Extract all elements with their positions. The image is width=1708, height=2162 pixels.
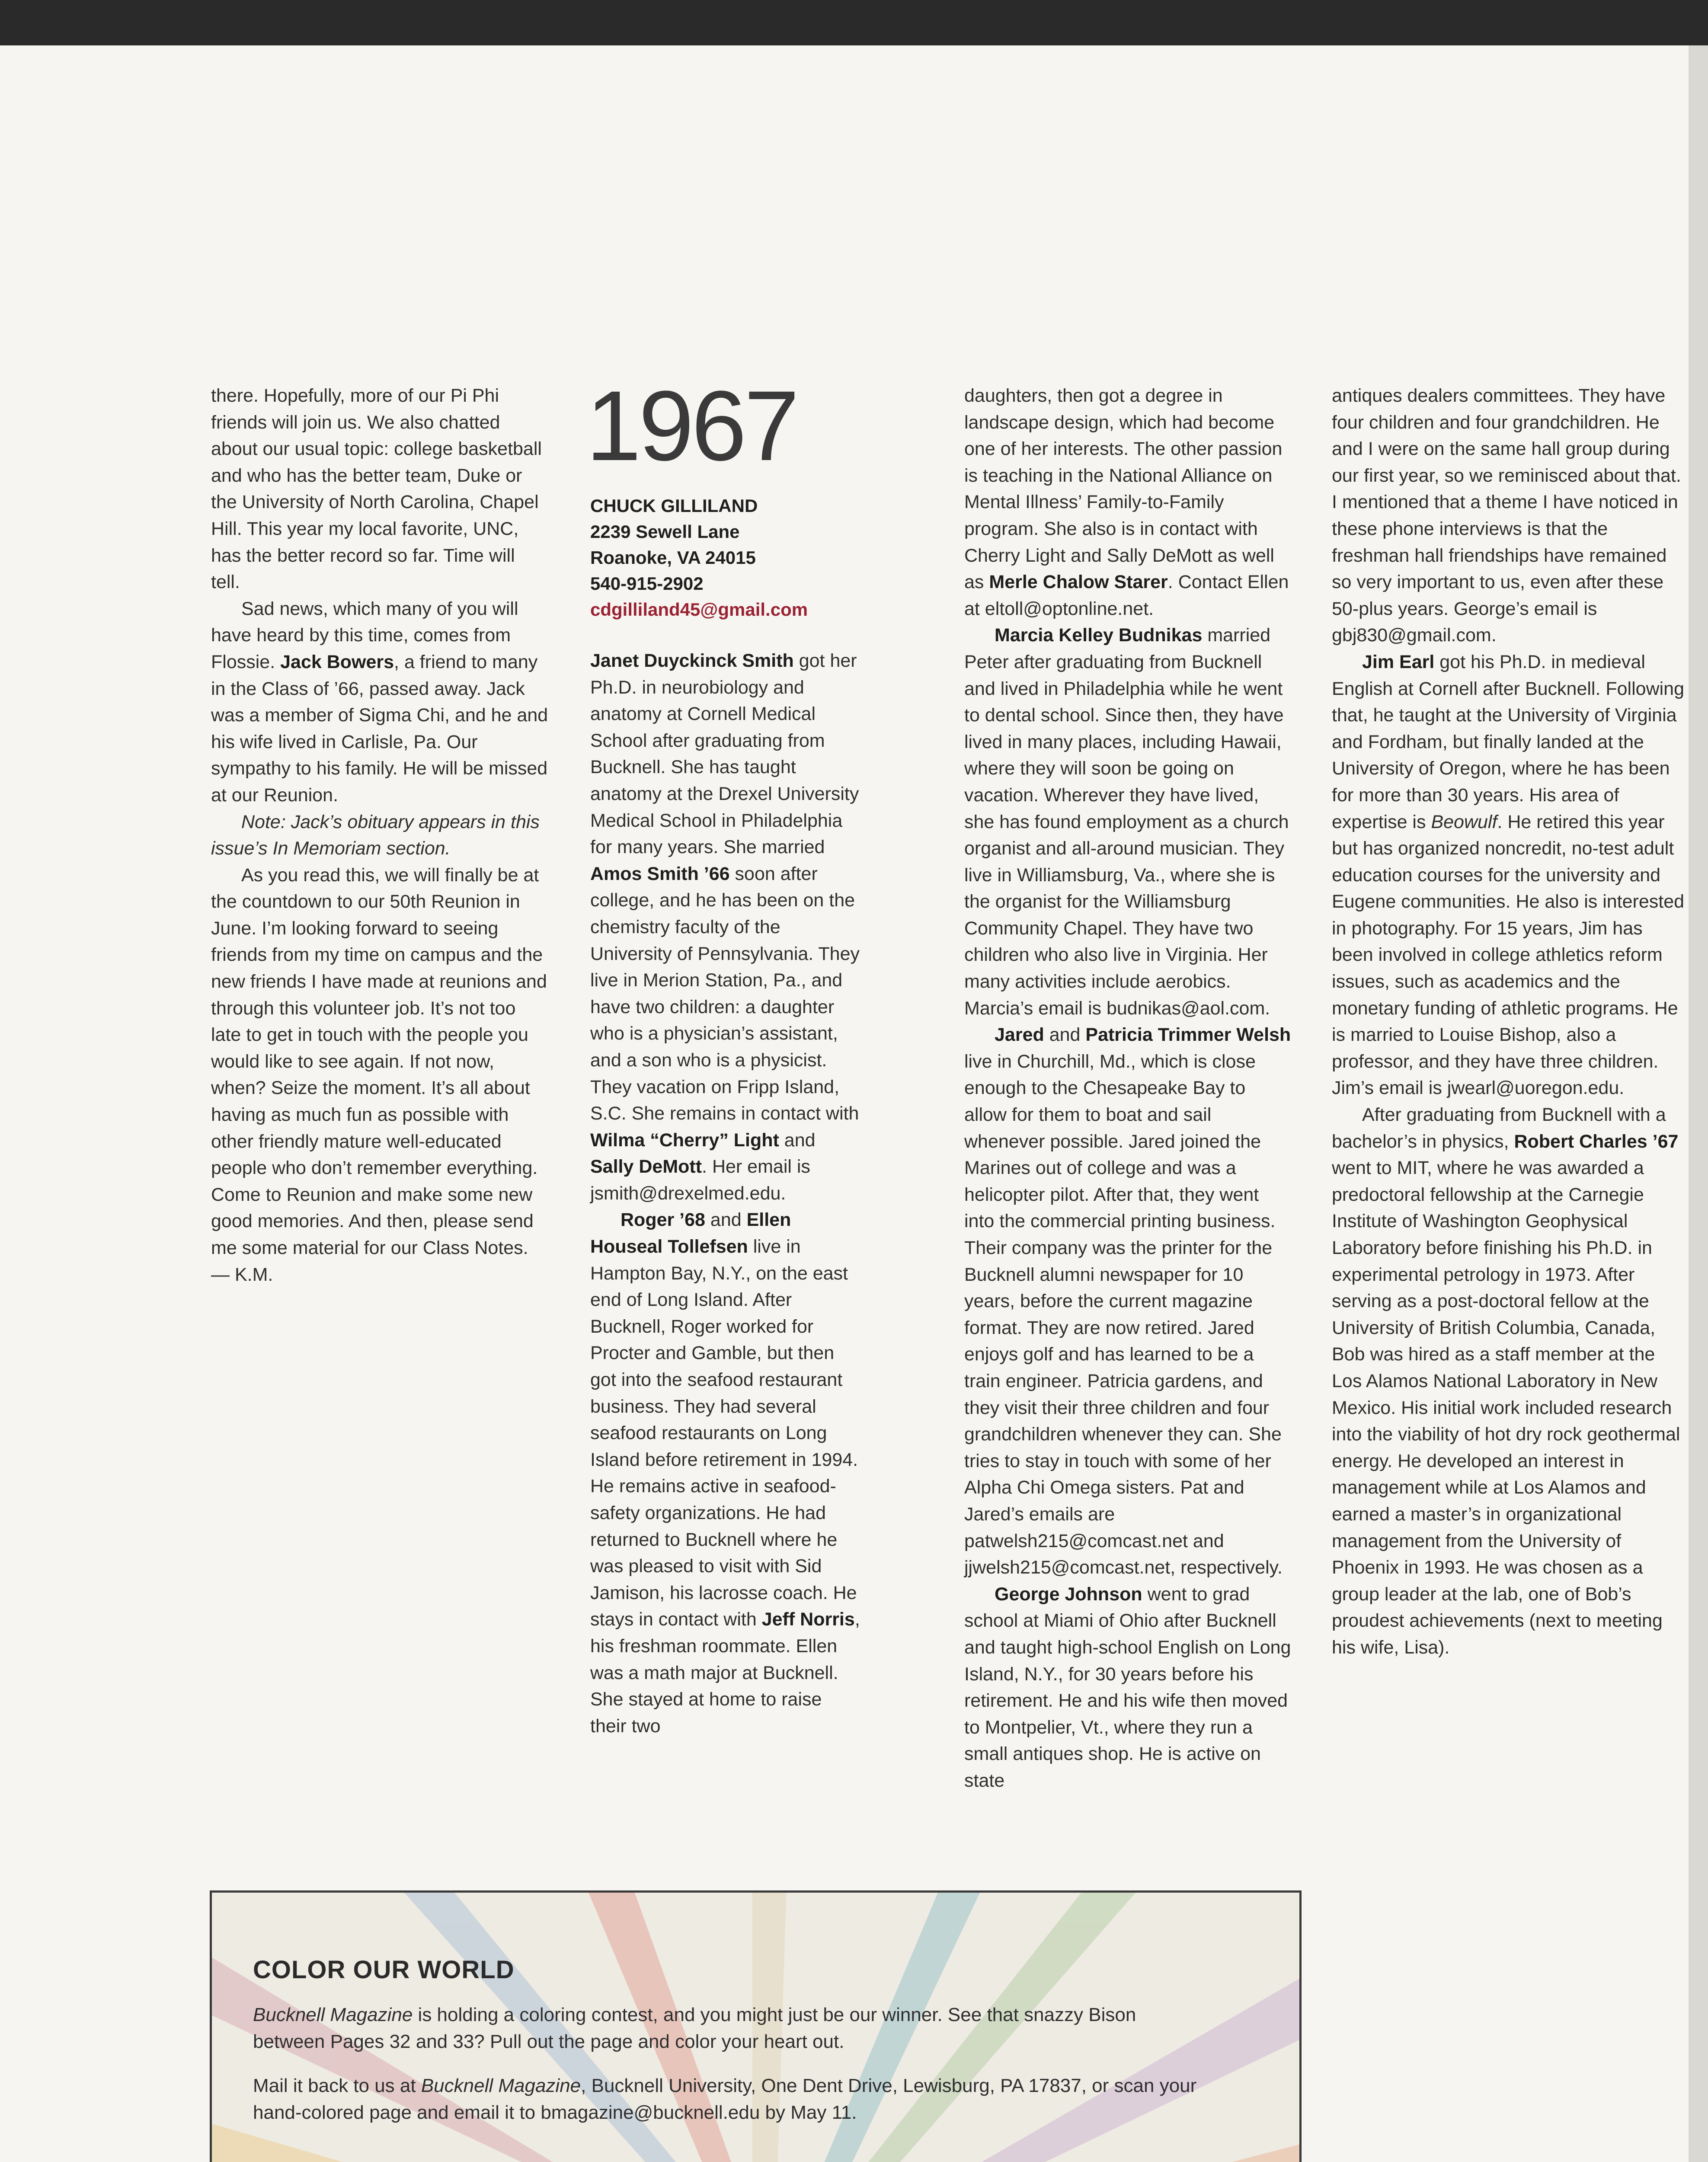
text: got her Ph.D. in neurobiology and anatomy at Cornell Medical School after graduating from Bucknell. She has taught anatomy at the Drexel University Medical School in Philadelphia for many years. She married: [590, 650, 859, 858]
name: Wilma “Cherry” Light: [590, 1129, 779, 1151]
callout-title: COLOR OUR WORLD: [253, 1956, 515, 1984]
text: soon after college, and he has been on the chemistry faculty of the University of Pennsylvania. They live in Merion Station, Pa., and have two children: a daughter who is a physician’s assistant, and a son who is a physicist. They vacation on Fripp Island, S.C. She remains in contact with: [590, 863, 860, 1124]
callout-paragraph: [253, 2002, 1204, 2055]
class-contact: [590, 493, 863, 623]
name: Patricia Trimmer Welsh: [1085, 1024, 1291, 1046]
text: got his Ph.D. in medieval English at Cornell after Bucknell. Following that, he taught at the University of Virginia and Fordham, but finally landed at the University of Oregon, where he has been for more than 30 years. His area of expertise is: [1332, 651, 1685, 832]
name: Sally DeMott: [590, 1156, 702, 1177]
paragraph: [1332, 1102, 1686, 1661]
name: Janet Duyckinck Smith: [590, 650, 794, 671]
text: , a friend to many in the Class of ’66, passed away. Jack was a member of Sigma Chi, and he and his wife lived in Carlisle, Pa. Our sympathy to his family. He will be missed at our Reunion.: [211, 651, 548, 806]
text: is holding a coloring contest, and you might just be our winner. See that snazzy Bison between Pages 32 and 33? Pull out the page and color your heart out.: [253, 2004, 1136, 2052]
name: Ellen Houseal Tollefsen: [590, 1209, 791, 1257]
text: Sad news, which many of you will have heard by this time, comes from Flossie.: [211, 598, 518, 672]
text: and: [779, 1129, 816, 1151]
name: Robert Charles ’67: [1514, 1131, 1679, 1152]
paragraph: [590, 1207, 863, 1740]
text: . Contact Ellen at eltoll@optonline.net.: [964, 572, 1289, 619]
column-4: [1332, 383, 1686, 1661]
paragraph: [964, 622, 1293, 1022]
magazine-name: Bucknell Magazine: [253, 2004, 413, 2025]
name: Jeff Norris: [761, 1609, 855, 1630]
contact-street: 2239 Sewell Lane: [590, 521, 740, 542]
note-text: Note: Jack’s obituary appears in this issue’s In Memoriam section.: [211, 811, 540, 859]
column-3: [964, 383, 1293, 1794]
text: . He retired this year but has organized noncredit, no-test adult education courses for the university and Eugene communities. He also is interested in photography. For 15 years, Jim has been involved in college athletics reform issues, such as academics and the monetary funding of athletic programs. He is married to Louise Bishop, also a professor, and they have three children. Jim’s email is jwearl@uoregon.edu.: [1332, 811, 1685, 1099]
paragraph: As you read this, we will finally be at the countdown to our 50th Reunion in June. I’m looking forward to seeing friends from my time on campus and the new friends I have made at reunions and through this volunteer job. It’s not too late to get in touch with the people you would like to see again. If not now, when? Seize the moment. It’s all about having as much fun as possible with other friendly mature well-educated people who don’t remember everything. Come to Reunion and make some new good memories. And then, please send me some material for our Class Notes. — K.M.: [211, 864, 547, 1285]
text: . Her email is jsmith@drexelmed.edu.: [590, 1156, 810, 1204]
magazine-name: Bucknell Magazine: [421, 2075, 581, 2096]
text: went to grad school at Miami of Ohio after Bucknell and taught high-school English on Long Island, N.Y., for 30 years before his retirement. He and his wife then moved to Montpelier, Vt., where they run a small antiques shop. He is active on state: [964, 1583, 1291, 1791]
note: [211, 809, 548, 862]
column-1: [211, 383, 548, 1288]
contact-phone: 540-915-2902: [590, 573, 704, 594]
text: married Peter after graduating from Bucknell and lived in Philadelphia while he went to dental school. Since then, they have lived in many places, including Hawaii, where they will soon be going on vacation. Wherever they have lived, she has found employment as a church organist and all-around musician. They live in Williamsburg, Va., where she is the organist for the Williamsburg Community Chapel. They have two children who also live in Virginia. Her many activities include aerobics. Marcia’s email is budnikas@aol.com.: [964, 625, 1289, 1019]
paragraph: [590, 648, 863, 1207]
contact-email-link[interactable]: cdgilliland45@gmail.com: [590, 599, 808, 620]
contact-name: CHUCK GILLILAND: [590, 496, 758, 516]
text: and: [1044, 1024, 1086, 1046]
name: Amos Smith ’66: [590, 863, 730, 884]
name: Jared: [995, 1024, 1044, 1046]
paragraph: [1332, 649, 1686, 1102]
text: , Bucknell University, One Dent Drive, Lewisburg, PA 17837, or scan your hand-colored page and email it to bmagazine@bucknell.edu by May 11.: [253, 2075, 1197, 2123]
callout-content: [253, 1955, 1204, 2143]
paragraph: [964, 1022, 1293, 1581]
text: and: [705, 1209, 747, 1231]
callout-paragraph: [253, 2072, 1204, 2126]
text: live in Churchill, Md., which is close enough to the Chesapeake Bay to allow for them to boat and sail whenever possible. Jared joined the Marines out of college and was a helicopter pilot. After that, they went into the commercial printing business. Their company was the printer for the Bucknell alumni newspaper for 10 years, before the current magazine format. They are now retired. Jared enjoys golf and has learned to be a train engineer. Patricia gardens, and they visit their three children and four grandchildren whenever they can. She tries to stay in touch with some of her Alpha Chi Omega sisters. Pat and Jared’s emails are patwelsh215@comcast.net and jjwelsh215@comcast.net, respectively.: [964, 1051, 1283, 1578]
page-edge: [1689, 45, 1708, 2162]
book-title: Beowulf: [1431, 811, 1497, 832]
contact-city: Roanoke, VA 24015: [590, 547, 756, 568]
paragraph: [964, 383, 1293, 622]
color-our-world-callout: [210, 1890, 1302, 2162]
text: live in Hampton Bay, N.Y., on the east end of Long Island. After Bucknell, Roger worked for Procter and Gamble, but then got into the seafood restaurant business. They had several seafood restaurants on Long Island before retirement in 1994. He remains active in seafood-safety organizations. He had returned to Bucknell where he was pleased to visit with Sid Jamison, his lacrosse coach. He stays in contact with: [590, 1236, 858, 1630]
name: Jack Bowers: [280, 651, 394, 672]
name: Merle Chalow Starer: [989, 572, 1168, 593]
paragraph: [964, 1581, 1293, 1794]
text: , his freshman roommate. Ellen was a math major at Bucknell. She stayed at home to raise their two: [590, 1609, 860, 1737]
paragraph: antiques dealers committees. They have four children and four grandchildren. He and I were on the same hall group during our first year, so we reminisced about that. I mentioned that a theme I have noticed in these phone interviews is that the freshman hall friendships have remained so very important to us, even after these 50-plus years. George’s email is gbj830@gmail.com.: [1332, 385, 1681, 646]
column-2: [586, 370, 863, 1740]
name: Marcia Kelley Budnikas: [995, 625, 1203, 646]
text: After graduating from Bucknell with a bachelor’s in physics,: [1332, 1104, 1666, 1152]
paragraph: [211, 596, 548, 809]
text: went to MIT, where he was awarded a predoctoral fellowship at the Carnegie Institute of Washington Geophysical Laboratory before finishing his Ph.D. in experimental petrology in 1973. After serving as a post-doctoral fellow at the University of British Columbia, Canada, Bob was hired as a staff member at the Los Alamos National Laboratory in New Mexico. His initial work included research into the viability of hot dry rock geothermal energy. He developed an interest in management while at Los Alamos and earned a master’s in organizational management from the University of Phoenix in 1993. He was chosen as a group leader at the lab, one of Bob’s proudest achievements (next to meeting his wife, Lisa).: [1332, 1158, 1680, 1658]
paragraph: there. Hopefully, more of our Pi Phi friends will join us. We also chatted about our usual topic: college basketball and who has the better team, Duke or the University of North Carolina, Chapel Hill. This year my local favorite, UNC, has the better record so far. Time will tell.: [211, 385, 542, 593]
class-year-heading: 1967: [586, 370, 797, 481]
name: Roger ’68: [621, 1209, 705, 1231]
name: George Johnson: [995, 1583, 1142, 1605]
text: Mail it back to us at: [253, 2075, 421, 2096]
text: daughters, then got a degree in landscape design, which had become one of her interests. The other passion is teaching in the National Alliance on Mental Illness’ Family-to-Family program. She also is in contact with Cherry Light and Sally DeMott as well as: [964, 385, 1283, 593]
name: Jim Earl: [1362, 651, 1435, 672]
